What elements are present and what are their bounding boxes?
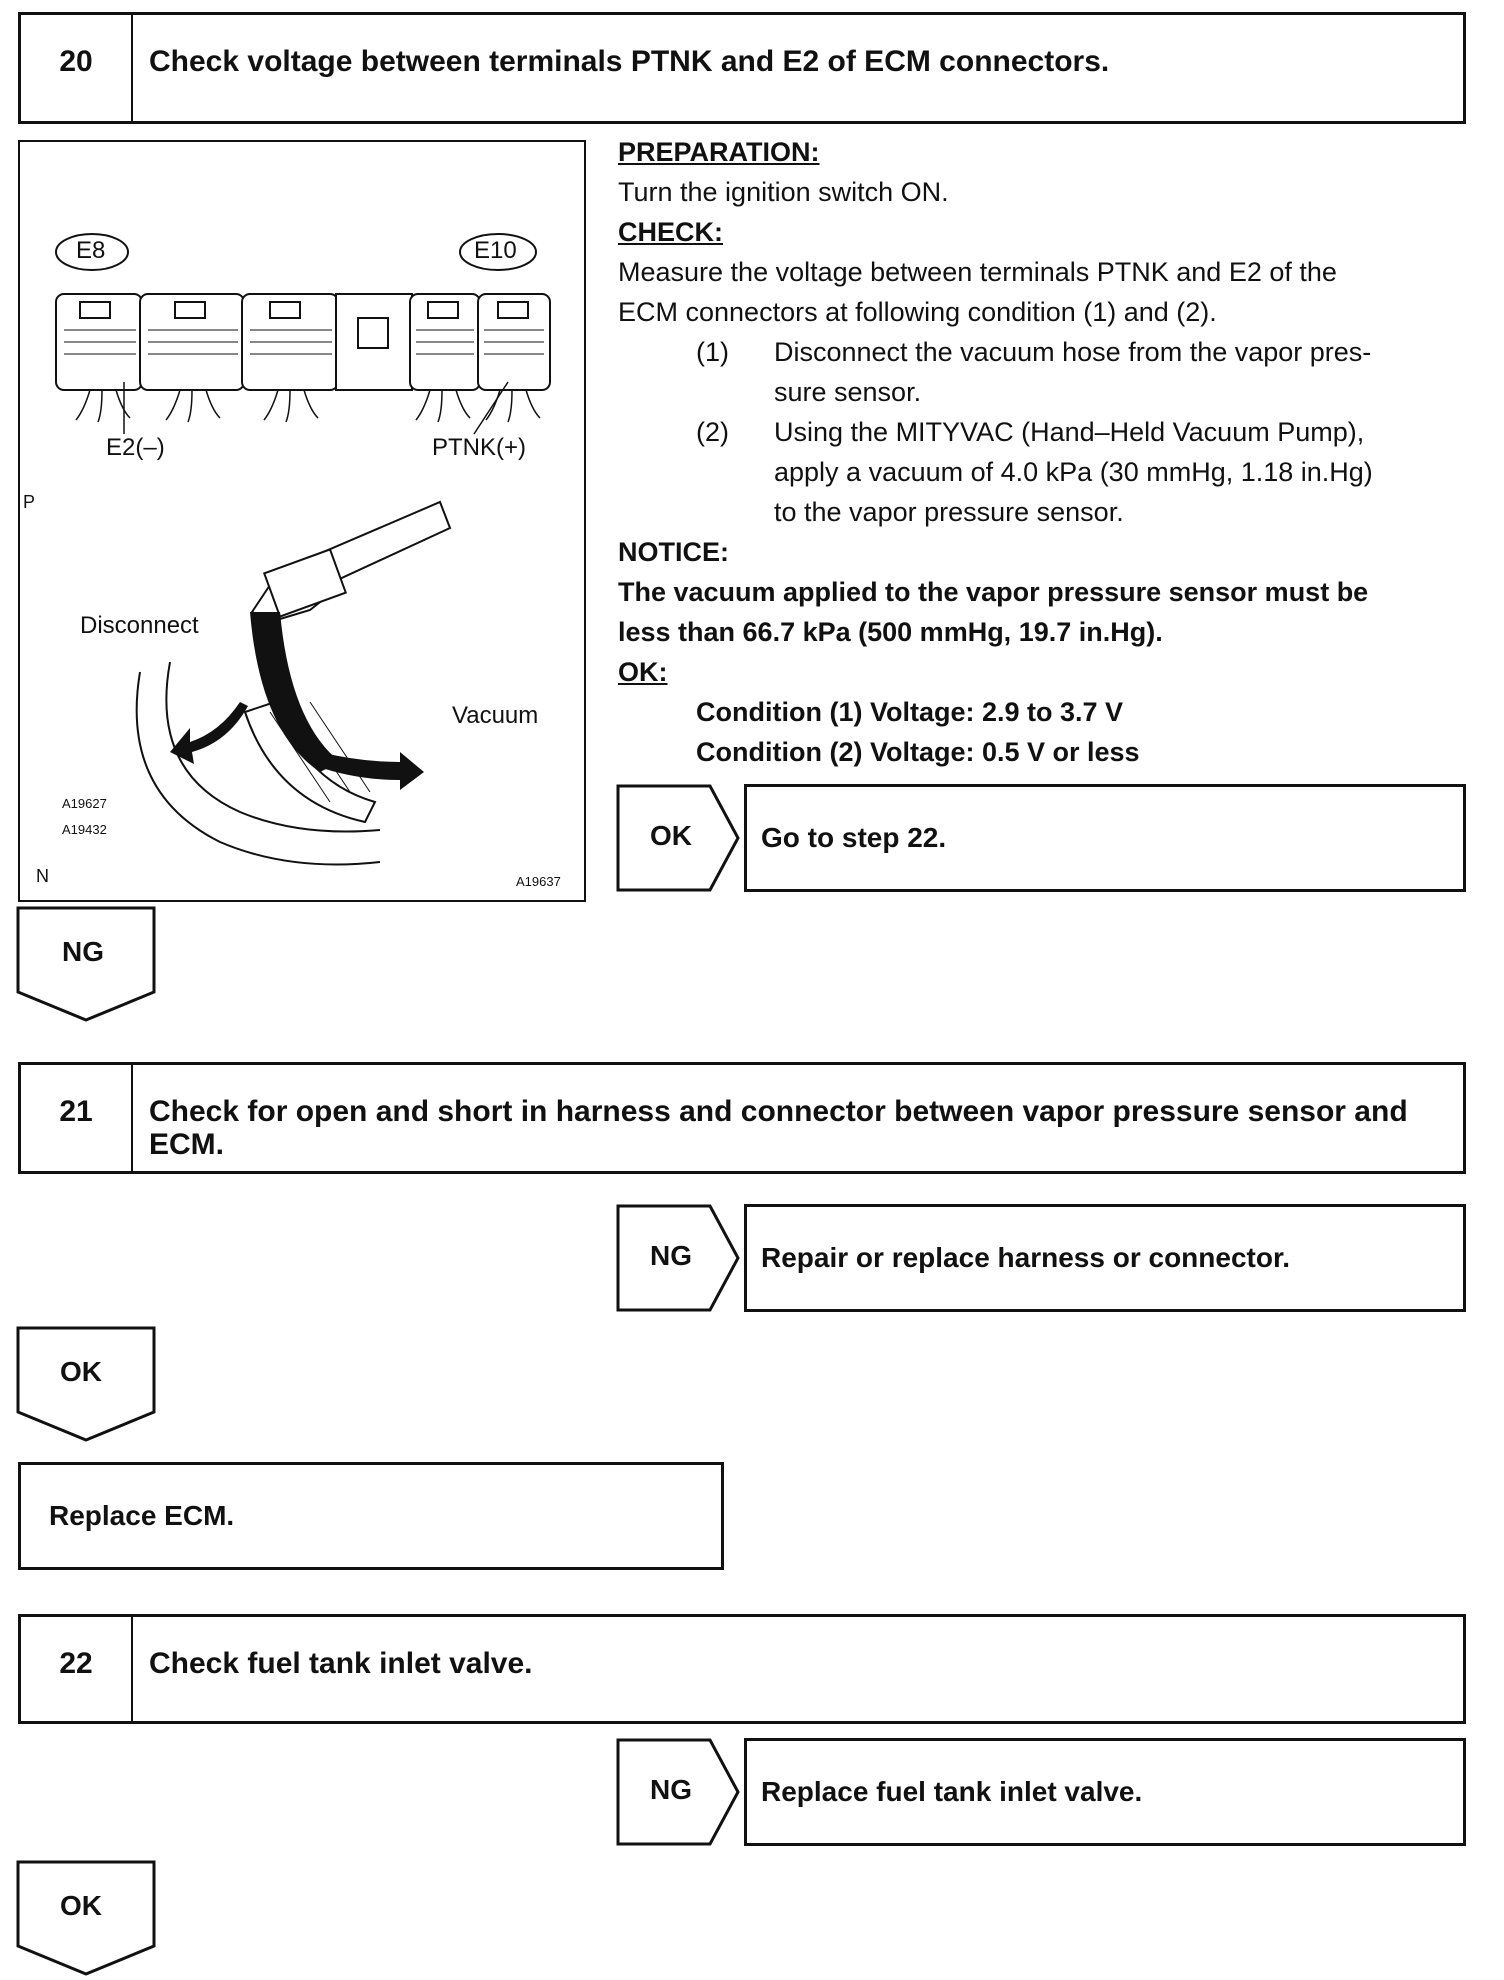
- step-22-ng-text: Replace fuel tank inlet valve.: [761, 1776, 1143, 1807]
- step-20-ok-text: Go to step 22.: [761, 822, 947, 853]
- step-title: Check fuel tank inlet valve.: [149, 1647, 533, 1680]
- item-2-line-3: to the vapor pressure sensor.: [774, 497, 1124, 527]
- notice-heading: NOTICE:: [618, 537, 729, 567]
- figure-code-2: A19432: [62, 822, 107, 837]
- wire-bundles: [76, 390, 540, 422]
- check-item-1: [618, 332, 1468, 412]
- step-21-ng-tag: NG: [650, 1240, 692, 1271]
- connector-e8-label: E8: [76, 237, 106, 264]
- step-22-ok-tag: OK: [60, 1890, 102, 1921]
- step-21-ok-tag: OK: [60, 1356, 102, 1387]
- step-21-header: [18, 1062, 1466, 1174]
- notice-line-1: The vacuum applied to the vapor pressure sensor must be: [618, 577, 1369, 607]
- item-1-line-2: sure sensor.: [774, 377, 922, 407]
- ok-condition-2: Condition (2) Voltage: 0.5 V or less: [696, 737, 1140, 767]
- step-number: 22: [21, 1617, 133, 1721]
- item-2-line-2: apply a vacuum of 4.0 kPa (30 mmHg, 1.18 in.Hg): [774, 457, 1373, 487]
- step-20-header: [18, 12, 1466, 124]
- check-line-1: Measure the voltage between terminals PTNK and E2 of the: [618, 257, 1337, 287]
- replace-ecm-box: [18, 1462, 724, 1570]
- notice-line-2: less than 66.7 kPa (500 mmHg, 19.7 in.Hg).: [618, 617, 1163, 647]
- ok-heading: OK:: [618, 657, 668, 687]
- figure-code-3: A19637: [516, 874, 561, 889]
- connector-e10-label: E10: [474, 237, 517, 264]
- item-1-line-1: Disconnect the vacuum hose from the vapor pres-: [774, 337, 1372, 367]
- marker-n: N: [36, 866, 49, 886]
- ok-condition-1: Condition (1) Voltage: 2.9 to 3.7 V: [696, 697, 1124, 727]
- terminal-e2-label: E2(–): [106, 434, 165, 461]
- step-22-header: [18, 1614, 1466, 1724]
- step-number: 21: [21, 1065, 133, 1171]
- item-2-number: (2): [696, 417, 729, 447]
- check-line-2: ECM connectors at following condition (1) and (2).: [618, 297, 1217, 327]
- step-22-ng-tag: NG: [650, 1774, 692, 1805]
- item-2-line-1: Using the MITYVAC (Hand–Held Vacuum Pump),: [774, 417, 1365, 447]
- connector-diagram: [18, 140, 586, 902]
- preparation-text: Turn the ignition switch ON.: [618, 177, 949, 207]
- terminal-ptnk-label: PTNK(+): [432, 434, 527, 461]
- instructions: [618, 132, 1468, 772]
- step-number: 20: [21, 15, 133, 121]
- marker-p: P: [23, 492, 36, 512]
- figure-code-1: A19627: [62, 796, 107, 811]
- vacuum-label: Vacuum: [452, 702, 539, 729]
- step-title: Check voltage between terminals PTNK and E2 of ECM connectors.: [149, 45, 1110, 78]
- item-1-number: (1): [696, 337, 729, 367]
- replace-ecm-text: Replace ECM.: [49, 1500, 235, 1531]
- preparation-heading: PREPARATION:: [618, 137, 820, 167]
- check-item-2: [618, 412, 1468, 532]
- step-title: Check for open and short in harness and connector between vapor pressure sensor and ECM.: [149, 1095, 1408, 1161]
- step-20-ng-tag: NG: [62, 936, 104, 967]
- step-20-ok-result: [744, 784, 1466, 892]
- step-21-ng-result: [744, 1204, 1466, 1312]
- step-20-ok-tag: OK: [650, 820, 692, 851]
- disconnect-label: Disconnect: [80, 612, 199, 639]
- step-21-ng-text: Repair or replace harness or connector.: [761, 1242, 1291, 1273]
- check-heading: CHECK:: [618, 217, 723, 247]
- step-22-ng-result: [744, 1738, 1466, 1846]
- sensor-and-hose: [137, 502, 450, 865]
